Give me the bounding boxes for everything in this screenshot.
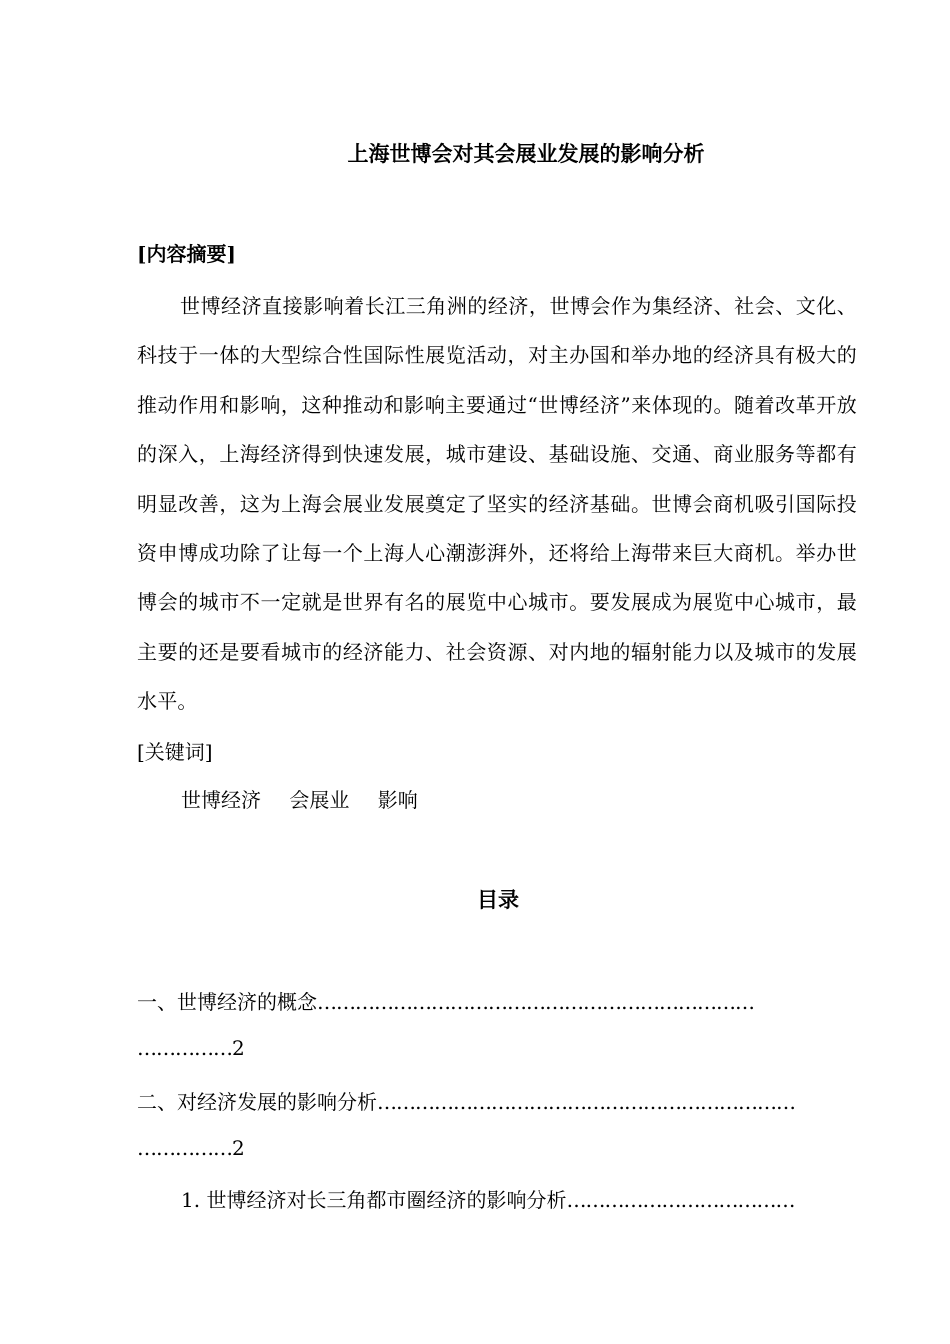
- toc-entry-continuation: [137, 1036, 245, 1060]
- abstract-paragraph: 世博经济直接影响着长江三角洲的经济，世博会作为集经济、社会、文化、科技于一体的大型综合性国际性展览活动，对主办国和举办地的经济具有极大的推动作用和影响，这种推动和影响主要通过“世博经济”来体现的。随着改革开放的深入，上海经济得到快速发展，城市建设、基础设施、交通、商业服务等都有明显改善，这为上海会展业发展奠定了坚实的经济基础。世博会商机吸引国际投资申博成功除了让每一个上海人心潮澎湃外，还将给上海带来巨大商机。举办世博会的城市不一定就是世界有名的展览中心城市。要发展成为展览中心城市，最主要的还是要看城市的经济能力、社会资源、对内地的辐射能力以及城市的发展水平。: [137, 294, 857, 714]
- keywords-list: [181, 784, 440, 813]
- toc-leader-dots: ……………: [137, 1036, 232, 1060]
- toc-page-number: 2: [232, 1136, 245, 1160]
- toc-leader-dots: ……………: [137, 1136, 232, 1160]
- document-title: 上海世博会对其会展业发展的影响分析: [347, 141, 705, 166]
- toc-leader-dots: …………………………………………………………: [377, 1090, 795, 1114]
- toc-subentry: [181, 1184, 794, 1213]
- toc-title: 目录: [477, 887, 519, 912]
- toc-entry-label: 1. 世博经济对长三角都市圈经济的影响分析: [181, 1188, 567, 1212]
- toc-entry-label: 二、对经济发展的影响分析: [137, 1090, 377, 1114]
- toc-entry: [137, 1086, 795, 1115]
- toc-entry-continuation: [137, 1136, 245, 1160]
- keyword-item: 影响: [377, 788, 418, 812]
- toc-leader-dots: ……………………………………………………………: [317, 990, 754, 1014]
- toc-entry-label: 一、世博经济的概念: [137, 990, 317, 1014]
- toc-leader-dots: ………………………………: [566, 1188, 795, 1212]
- toc-page-number: 2: [232, 1036, 245, 1060]
- toc-entry: [137, 986, 754, 1015]
- keyword-item: 会展业: [289, 788, 350, 812]
- keyword-item: 世博经济: [181, 788, 261, 812]
- keywords-heading: [关键词]: [137, 740, 213, 764]
- abstract-heading: [内容摘要]: [137, 242, 236, 266]
